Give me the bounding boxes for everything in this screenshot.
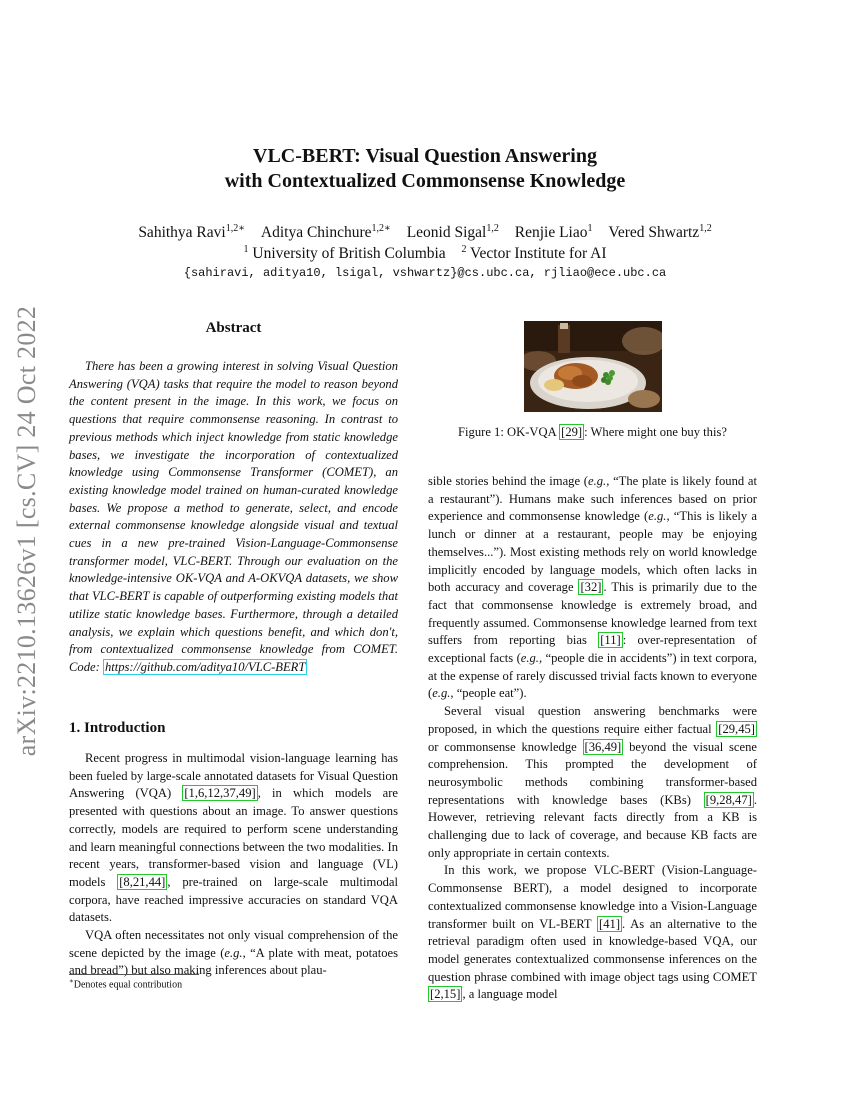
citation-link[interactable]: [8,21,44] (119, 874, 166, 889)
figure-image-food-plate (524, 321, 662, 412)
affiliation: Vector Institute for AI (470, 245, 607, 263)
citation-link[interactable]: [9,28,47] (705, 792, 752, 807)
affiliations: $^1$ University of British Columbia $^2$ Vector Institute for AI (243, 244, 607, 263)
affiliation: University of British Columbia (252, 245, 446, 263)
citation-link[interactable]: [2,15] (430, 987, 461, 1002)
figure-caption: Figure 1: OK-VQA [29] : Where might one buy this? (458, 425, 727, 439)
title-line-1: VLC-BERT: Visual Question Answering (253, 145, 597, 167)
right-column-body (428, 473, 757, 1004)
abstract-body (69, 358, 398, 677)
paragraph: Several visual question answering benchmarks were proposed, in which the questions require either factual [29,45] or commonsense knowledge [36,49] beyond the visual scene comprehension. This prompted the development of neurosymbolic methods combining transformer-based representations with knowledge bases (KBs) [9,28,47] . However, retrieving relevant facts directly from a KB is challenging due to lack of coverage, and because KB facts are only appropriate in certain contexts. (428, 704, 758, 860)
paragraph: Recent progress in multimodal vision-language learning has been fueled by large-scale annotated datasets for Visual Question Answering (VQA) [1,6,12,37,49] , in which models are presented with questions about an image. To answer questions correctly, models are required to perform scene understanding and learn meaningful connections between the two modalities. In recent years, transformer-based vision and language (VL) models [8,21,44] , pre-trained on large-scale multimodal corpora, have reached impressive accuracies on standard VQA datasets. (69, 751, 398, 925)
author: Aditya Chinchure$^{1,2∗}$ (260, 223, 391, 242)
author: Sahithya Ravi$^{1,2∗}$ (138, 223, 246, 242)
paper-title (100, 144, 750, 194)
author: Vered Shwartz$^{1,2}$ (608, 223, 712, 242)
abstract-heading: Abstract (205, 320, 262, 336)
author-emails: {sahiravi, aditya10, lsigal, vshwartz}@cs.ubc.ca, rjliao@ece.ubc.ca (183, 266, 667, 280)
paragraph: In this work, we propose VLC-BERT (Vision-Language-Commonsense BERT), a model designed to incorporate contextualized commonsense knowledge into a Vision-Language transformer built on VL-BERT [41] . As an alternative to the retrieval paradigm often used in knowledge-based VQA, our model generates contextualized commonsense inferences on the question phrase combined with image object tags using COMET [2,15] , a language model (428, 863, 758, 1002)
citation-link[interactable]: [29,45] (718, 721, 755, 736)
citation-link[interactable]: [1,6,12,37,49] (184, 786, 256, 801)
footnote-rule (69, 974, 199, 975)
intro-body (69, 750, 398, 980)
citation-link[interactable]: [11] (600, 633, 621, 648)
code-link[interactable]: https://github.com/aditya10/VLC-BERT (104, 659, 306, 674)
footnote: ∗Denotes equal contribution (69, 977, 183, 991)
author-list (80, 223, 770, 242)
arxiv-id: arXiv:2210.13626v1 [cs.CV] 24 Oct 2022 (12, 305, 41, 757)
paragraph: sible stories behind the image (e.g., “The plate is likely found at a restaurant”). Humans make such inferences based on prior experience and commonsense knowledge (e.g., “This is likely a lunch or dinner at a restaurant, people may be enjoying themselves...”). Most existing methods rely on world knowledge implicitly encoded by language models, which often lacks in both accuracy and coverage [32] . This is primarily due to the fact that commonsense knowledge is extremely broad, and frequently assumed. Commonsense knowledge learned from text suffers from reporting bias [11] : over-representation of exceptional facts (e.g., “people die in accidents”) in text corpora, at the expense of rarely discussed trivial facts known to everyone (e.g., “people eat”). (428, 474, 757, 701)
abstract-text: There has been a growing interest in solving Visual Question Answering (VQA) tasks that require the model to reason beyond the content present in the image. In this work, we focus on questions that require commonsense reasoning. In contrast to previous methods which inject knowledge from static knowledge bases, we investigate the incorporation of contextualized knowledge using Commonsense Transformer (COMET), an existing knowledge model trained on human-curated knowledge bases. We propose a method to generate, select, and encode external commonsense knowledge alongside visual and textual cues in a new pre-trained Vision-Language-Commonsense transformer model, VLC-BERT. Through our evaluation on the knowledge-intensive OK-VQA and A-OKVQA datasets, we show that VLC-BERT is capable of outperforming existing models that utilize static knowledge bases. Furthermore, through a detailed analysis, we explain which questions benefit, and which don't, from contextualized commonsense knowledge from COMET. Code: (69, 359, 398, 674)
citation-link[interactable]: [36,49] (584, 739, 622, 754)
arxiv-sidebar (2, 296, 52, 766)
author: Renjie Liao$^1$ (514, 223, 593, 242)
author: Leonid Sigal$^{1,2}$ (406, 223, 499, 242)
citation-link[interactable]: [29] (561, 425, 583, 439)
citation-link[interactable]: [32] (580, 580, 602, 595)
section-heading-introduction: 1. Introduction (69, 720, 166, 736)
citation-link[interactable]: [41] (599, 916, 621, 931)
title-line-2: with Contextualized Commonsense Knowledge (224, 170, 626, 192)
paragraph: VQA often necessitates not only visual comprehension of the scene depicted by the image (e.g., “A plate with meat, potatoes and bread”) but also making inferences about plau- (69, 928, 398, 978)
